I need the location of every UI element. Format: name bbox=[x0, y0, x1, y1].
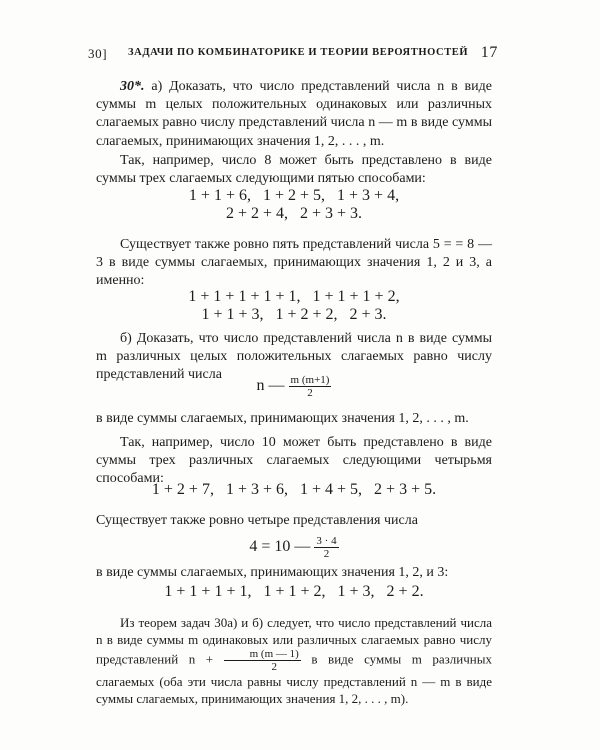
formula2-line1: 1 + 1 + 1 + 1 + 1, 1 + 1 + 1 + 2, bbox=[188, 288, 400, 305]
conclusion-part-b: в виде суммы m различных слагаемых (оба эти числа равны числу представлений n — m в виде суммы слагаемых, принимающих значения 1, 2, . . . , m). bbox=[96, 651, 492, 706]
section-marker: 30] bbox=[88, 46, 108, 61]
example1-paragraph: Так, например, число 8 может быть представлено в виде суммы трех слагаемых следующими пятью способами: bbox=[96, 153, 492, 187]
also2-tail: в виде суммы слагаемых, принимающих значения 1, 2, и 3: bbox=[96, 565, 449, 580]
formula5-denominator: 2 bbox=[323, 548, 330, 560]
problem-b-paragraph: б) Доказать, что число представлений числа n в виде суммы m различных целых положительных слагаемых равно числу представлений числа bbox=[96, 331, 492, 383]
conclusion-numerator: m (m — 1) bbox=[224, 648, 301, 661]
formula3-numerator: m (m+1) bbox=[290, 374, 330, 386]
page-number: 17 bbox=[480, 44, 498, 61]
formula1-line1: 1 + 1 + 6, 1 + 2 + 5, 1 + 3 + 4, bbox=[188, 187, 400, 204]
conclusion-paragraph bbox=[96, 614, 492, 707]
also2-paragraph: Существует также ровно четыре представления числа bbox=[96, 513, 418, 528]
formula6: 1 + 1 + 1 + 1, 1 + 1 + 2, 1 + 3, 2 + 2. bbox=[164, 583, 424, 600]
conclusion-fraction bbox=[224, 648, 301, 673]
formula3-prefix: n — bbox=[256, 377, 285, 395]
page-header bbox=[88, 44, 498, 64]
formula5-fraction bbox=[314, 535, 338, 560]
formula5 bbox=[96, 535, 492, 560]
example2-paragraph: Так, например, число 10 может быть представлено в виде суммы трех различных слагаемых следующими четырьмя способами: bbox=[96, 435, 492, 487]
problem-a-paragraph bbox=[96, 78, 492, 151]
formula2-line2: 1 + 1 + 3, 1 + 2 + 2, 2 + 3. bbox=[201, 306, 387, 323]
conclusion-part-a: Из теорем задач 30а) и б) следует, что число представлений числа n в виде суммы m одинаковых или различных слагаемых равно числу представлений n + bbox=[96, 615, 492, 667]
running-title: ЗАДАЧИ ПО КОМБИНАТОРИКЕ И ТЕОРИИ ВЕРОЯТНОСТЕЙ bbox=[128, 47, 469, 58]
formula5-prefix: 4 = 10 — bbox=[249, 538, 311, 556]
formula3-fraction bbox=[289, 374, 332, 399]
formula1-line2: 2 + 2 + 4, 2 + 3 + 3. bbox=[225, 205, 363, 222]
formula3 bbox=[96, 374, 492, 399]
formula4: 1 + 2 + 7, 1 + 3 + 6, 1 + 4 + 5, 2 + 3 + 5. bbox=[151, 481, 437, 498]
formula3-denominator: 2 bbox=[307, 387, 313, 399]
formula5-numerator: 3 · 4 bbox=[316, 535, 337, 547]
conclusion-denominator: 2 bbox=[271, 661, 277, 673]
problem-b-tail: в виде суммы слагаемых, принимающих значения 1, 2, . . . , m. bbox=[96, 411, 469, 426]
problem-a-text: а) Доказать, что число представлений числа n в виде суммы m целых положительных одинаковых или различных слагаемых равно числу представлений числа n — m в виде суммы слагаемых, принимающих значения 1, 2, . . . , m. bbox=[96, 79, 492, 149]
also-paragraph: Существует также ровно пять представлений числа 5 = = 8 — 3 в виде суммы слагаемых, принимающих значения 1, 2 и 3, а именно: bbox=[96, 237, 492, 289]
problem-number: 30*. bbox=[120, 79, 145, 94]
